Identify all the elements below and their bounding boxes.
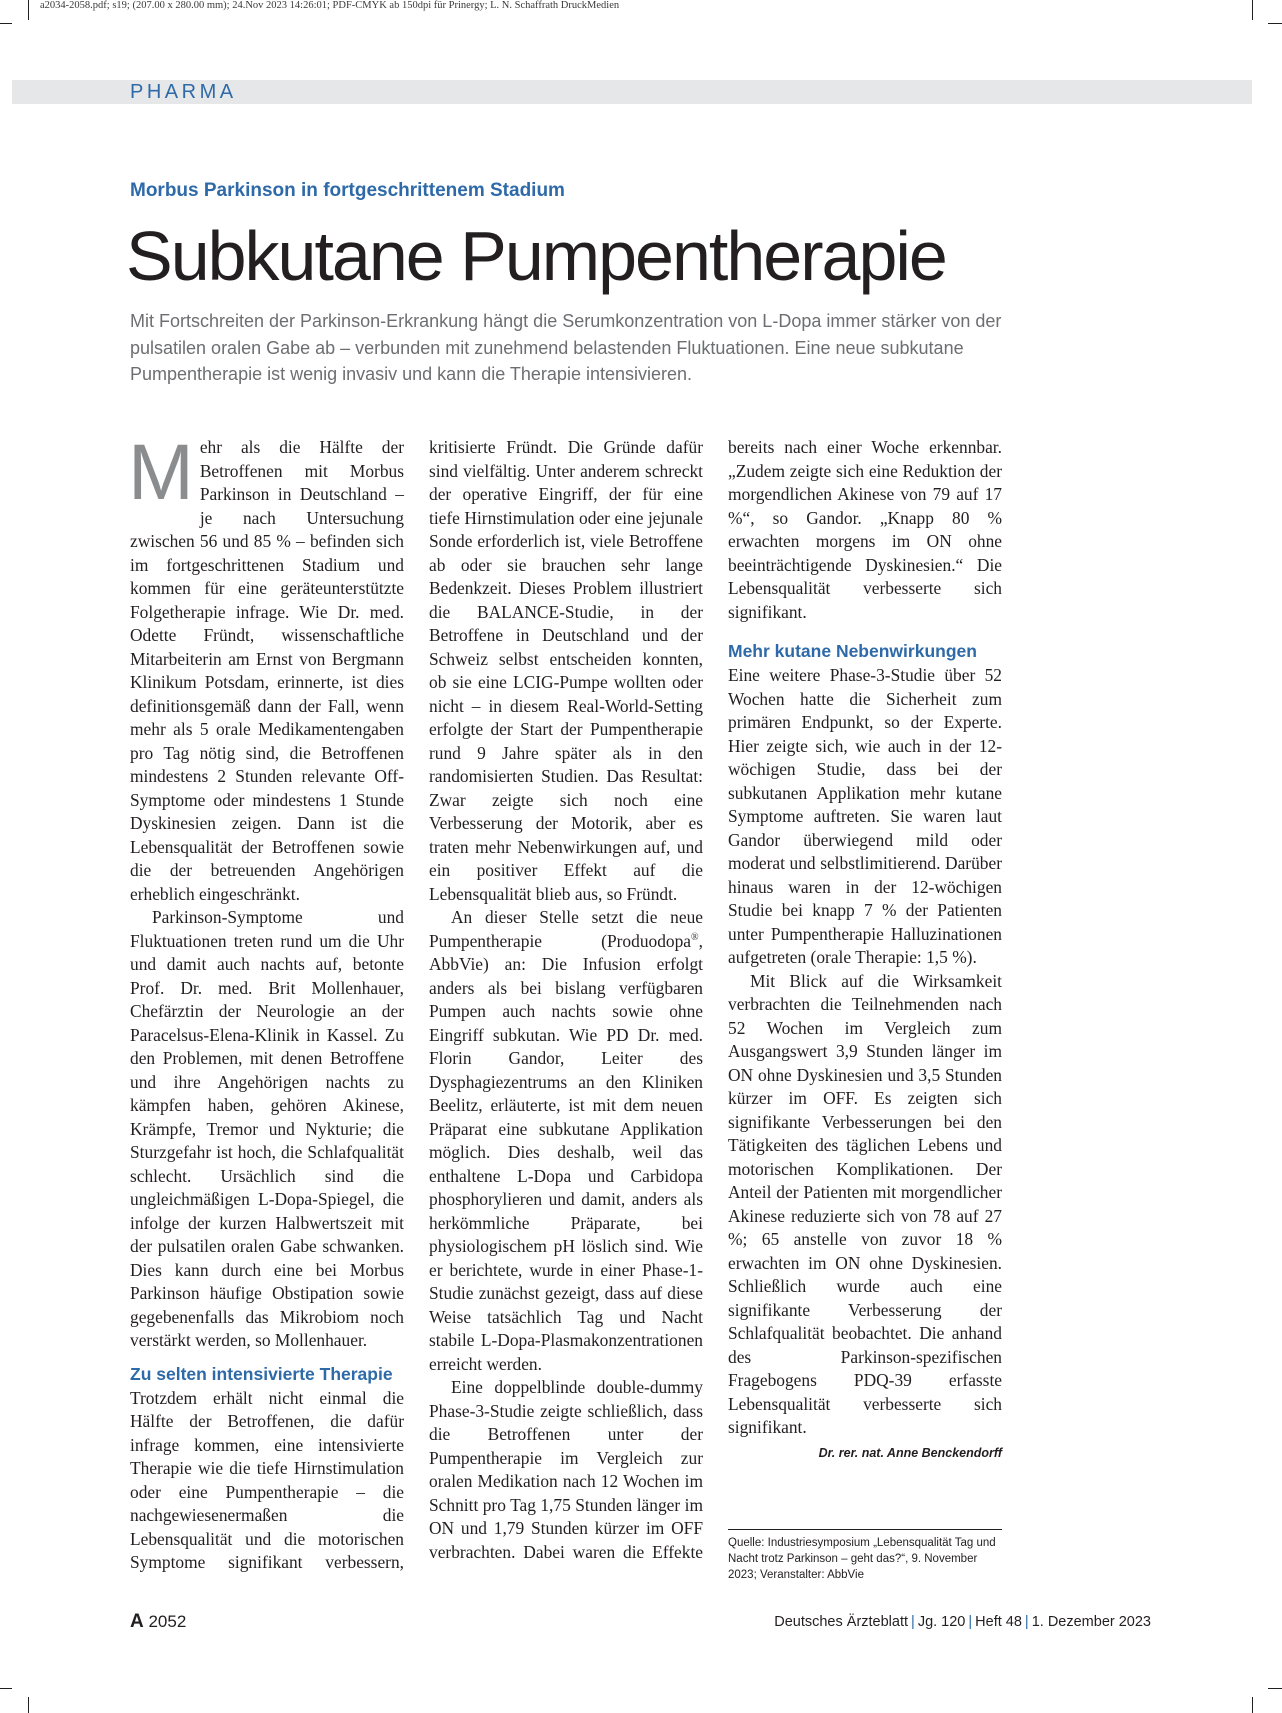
paragraph-continued: bereits nach einer Woche erkennbar. „Zudem zeigte sich eine Reduktion der morgendlichen Akinese von 79 auf 17 %“, so Gandor. „Knapp 80 % erwachten morgens im ON ohne beeinträchtigende Dyskinesien.“ Die Lebensqualität verbesserte sich signifikant. bbox=[728, 437, 1002, 622]
article-headline: Subkutane Pumpentherapie bbox=[126, 217, 946, 295]
paragraph: Parkinson-Symptome und Fluktuationen treten rund um die Uhr und damit auch nachts auf, betonte Prof. Dr. med. Brit Mollenhauer, Chefärztin der Neurologie an der Paracelsus-Elena-Klinik in Kassel. Zu den Problemen, mit denen Betroffene und ihre Angehörigen nachts zu kämpfen haben, gehören Akinese, Krämpfe, Tremor und Nykturie; die Sturzgefahr ist hoch, die Schlafqualität schlecht. Ursächlich sind die ungleichmäßigen L-Dopa-Spiegel, die infolge der kurzen Halbwertszeit mit der pulsatilen oralen Gabe schwanken. Dies kann durch eine bei Morbus Parkinson häufige Obstipation sowie gegebenenfalls das Mikrobiom noch verstärkt werden, so Mollenhauer. bbox=[130, 907, 404, 1350]
paragraph bbox=[429, 906, 703, 1376]
crop-mark bbox=[28, 0, 29, 20]
paragraph: Eine doppelblinde double-dummy Phase-3-Studie zeigte schließlich, dass die Betroffenen unter der Pumpentherapie im Vergleich zur oralen Medikation nach 12 Wochen im Schnitt pro Tag 1,75 Stunden länger im ON und 1,79 Stunden kürzer im OFF verbrachten. Dabei waren die Effekte bbox=[429, 1377, 703, 1562]
paragraph-continued: kritisierte Fründt. Die Gründe dafür sind vielfältig. Unter anderem schreckt der operative Eingriff, der für eine tiefe Hirnstimulation oder eine jejunale Sonde erforderlich ist, viele Betroffene ab oder sie brauchen sehr lange Bedenkzeit. Dieses Problem illustriert die BALANCE-Studie, in der Betroffene in Deutschland und der Schweiz selbst entscheiden konnten, ob sie eine LCIG-Pumpe wollten oder nicht – in diesem Real-World-Setting erfolgte der Start der Pumpentherapie rund 9 Jahre später als in den randomisierten Studien. Das Resultat: Zwar zeigte sich noch eine Verbesserung der Motorik, aber es traten mehr Nebenwirkungen auf, und ein positiver Effekt auf die Lebensqualität blieb aus, so Fründt. bbox=[429, 437, 703, 904]
crop-mark bbox=[1252, 0, 1253, 20]
text-column-2 bbox=[429, 436, 703, 1564]
paragraph-text: , AbbVie) an: Die Infusion erfolgt anders als bei bislang verfügbaren Pumpen auch nachts sowie ohne Eingriff subkutan. Wie PD Dr. med. Florin Gandor, Leiter des Dysphagiezentrums an den Kliniken Beelitz, erläuterte, ist mit dem neuen Präparat eine subkutane Applikation möglich. Dies deshalb, weil das enthaltene L-Dopa und Carbidopa phosphorylieren und damit, anders als herkömmliche Präparate, bei physiologischem pH löslich sind. Wie er berichtete, wurde in einer Phase-1-Studie zunächst gezeigt, dass auf diese Weise tatsächlich Tag und Nacht stabile L-Dopa-Plasmakonzentrationen erreicht werden. bbox=[429, 930, 703, 1374]
page-number bbox=[130, 1611, 186, 1633]
footer-separator: | bbox=[911, 1614, 915, 1630]
journal-date: 1. Dezember 2023 bbox=[1031, 1614, 1151, 1630]
journal-volume: Jg. 120 bbox=[917, 1614, 966, 1630]
print-slug: a2034-2058.pdf; s19; (207.00 x 280.00 mm); 24.Nov 2023 14:26:01; PDF-CMYK ab 150dpi für Prinergy; L. N. Schaffrath DruckMedien bbox=[40, 0, 620, 11]
paragraph-text: ehr als die Hälfte der Betroffenen mit Morbus Parkinson in Deutschland – je nach Untersuchung zwischen 56 und 85 % – befinden sich im fortgeschrittenen Stadium und kommen für eine geräteunterstützte Folgetherapie infrage. Wie Dr. med. Odette Fründt, wissenschaftliche Mitarbeiterin am Ernst von Bergmann Klinikum Potsdam, erinnerte, ist dies definitionsgemäß dann der Fall, wenn mehr als 5 orale Medikamentengaben pro Tag nötig sind, die Betroffenen mindestens 2 Stunden relevante Off-Symptome oder mindestens 1 Stunde Dyskinesien zeigen. Dann ist die Lebensqualität der Betroffenen sowie die der betreuenden Angehörigen erheblich eingeschränkt. bbox=[130, 437, 404, 904]
page-prefix: A bbox=[130, 1611, 144, 1632]
crop-mark bbox=[1252, 1697, 1253, 1713]
crop-mark bbox=[1268, 1688, 1282, 1689]
footer-separator: | bbox=[1024, 1614, 1029, 1630]
paragraph bbox=[128, 427, 404, 906]
text-column-3 bbox=[728, 436, 1002, 1465]
text-column-1 bbox=[128, 427, 404, 1575]
registered-mark: ® bbox=[691, 931, 699, 943]
article-kicker: Morbus Parkinson in fortgeschrittenem Stadium bbox=[130, 180, 565, 201]
journal-issue: Heft 48 bbox=[975, 1614, 1022, 1630]
source-note: Quelle: Industriesymposium „Lebensqualität Tag und Nacht trotz Parkinson – geht das?“, 9. November 2023; Veranstalter: AbbVie bbox=[728, 1537, 996, 1581]
journal-footer bbox=[774, 1614, 1151, 1630]
subheading: Mehr kutane Nebenwirkungen bbox=[728, 641, 977, 661]
paragraph: Eine weitere Phase-3-Studie über 52 Wochen hatte die Sicherheit zum primären Endpunkt, so der Experte. Hier zeigte sich, wie auch in der 12-wöchigen Studie, dass bei der subkutanen Applikation mehr kutane Symptome auftreten. Sie waren laut Gandor überwiegend mild oder moderat und selbstlimitierend. Darüber hinaus waren in der 12-wöchigen Studie bei knapp 7 % der Patienten unter Pumpentherapie Halluzinationen aufgetreten (orale Therapie: 1,5 %). bbox=[728, 665, 1002, 967]
article-lead: Mit Fortschreiten der Parkinson-Erkrankung hängt die Serumkonzentration von L-Dopa immer stärker von der pulsatilen oralen Gabe ab – verbunden mit zunehmend belastenden Fluktuationen. Eine neue subkutane Pumpentherapie ist wenig invasiv und kann die Therapie intensivieren. bbox=[130, 311, 1002, 384]
section-label: PHARMA bbox=[130, 81, 237, 103]
crop-mark bbox=[0, 1688, 12, 1689]
source-divider bbox=[728, 1529, 1002, 1530]
journal-name: Deutsches Ärzteblatt bbox=[774, 1614, 909, 1630]
crop-mark bbox=[28, 1697, 29, 1713]
page-number-value: 2052 bbox=[148, 1612, 187, 1631]
paragraph-text: An dieser Stelle setzt die neue Pumpentherapie (Produodopa bbox=[429, 907, 703, 951]
author-byline: Dr. rer. nat. Anne Benckendorff bbox=[818, 1445, 1002, 1460]
drop-cap: M bbox=[128, 427, 194, 516]
subheading: Zu selten intensivierte Therapie bbox=[130, 1363, 393, 1384]
paragraph-text: Mit Blick auf die Wirksamkeit verbrachten die Teilnehmenden nach 52 Wochen im Vergleich zum Ausgangswert 3,9 Stunden länger im ON ohne Dyskinesien und 3,5 Stunden kürzer im OFF. Es zeigten sich signifikante Verbesserungen bei den Tätigkeiten des täglichen Lebens und motorischen Komplikationen. Der Anteil der Patienten mit morgendlicher Akinese reduzierte sich von 78 auf 27 %; 65 anstelle von zuvor 18 % erwachten im ON ohne Dyskinesien. Schließlich wurde auch eine signifikante Verbesserung der Schlafqualität beobachtet. Die anhand des Parkinson-spezifischen Fragebogens PDQ-39 erfasste Lebensqualität verbesserte sich signifikant. bbox=[728, 970, 1002, 1437]
paragraph: Trotzdem erhält nicht einmal die Hälfte der Betroffenen, die dafür infrage kommen, eine intensivierte Therapie wie die tiefe Hirnstimulation oder eine Pumpentherapie – die nachgewiesenermaßen die Lebensqualität und die motorischen Symptome signifikant verbessern, bbox=[130, 1387, 404, 1572]
footer-separator: | bbox=[968, 1614, 973, 1630]
paragraph bbox=[728, 970, 1002, 1460]
crop-mark bbox=[0, 23, 12, 24]
crop-mark bbox=[1268, 23, 1282, 24]
